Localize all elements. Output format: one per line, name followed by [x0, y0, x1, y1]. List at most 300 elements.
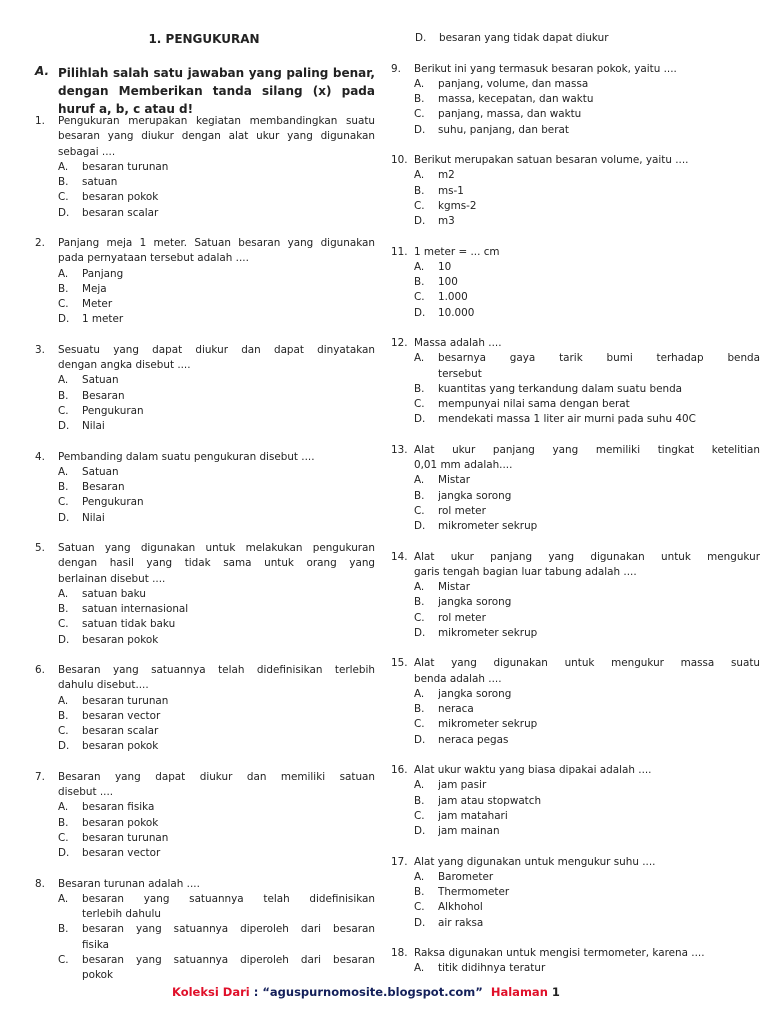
text-line: Nilai: [82, 511, 105, 524]
question-number: 15.: [391, 657, 408, 670]
question-stem: [414, 855, 760, 870]
option-text: [438, 489, 760, 504]
text-line: Besaran yang satuannya telah didefinisikan terlebih: [58, 664, 375, 676]
answer-option: [414, 92, 760, 107]
answer-option: [414, 214, 760, 229]
text-line: besaran yang satuannya telah didefinisikan: [82, 892, 375, 905]
text-line: Berikut merupakan satuan besaran volume, yaitu ....: [414, 154, 689, 166]
question-body: [414, 245, 760, 321]
answer-option: [414, 504, 760, 519]
question-item: [35, 450, 375, 526]
text-line: 1 meter: [82, 313, 124, 326]
option-text: [82, 419, 375, 434]
option-letter: C.: [414, 504, 425, 517]
question-stem: [414, 336, 760, 351]
question-item: [35, 663, 375, 755]
text-line: Alat ukur waktu yang biasa dipakai adalah ....: [414, 764, 652, 776]
option-letter: D.: [58, 206, 70, 219]
option-letter: B.: [58, 481, 69, 493]
text-line: panjang, volume, dan massa: [438, 77, 589, 90]
option-letter: A.: [58, 160, 69, 173]
question-stem: [58, 541, 375, 587]
answer-option: [414, 900, 760, 915]
page-number: 1: [551, 985, 560, 999]
answer-option: [58, 587, 375, 602]
option-letter: C.: [58, 404, 69, 417]
text-line: mikrometer sekrup: [438, 626, 538, 639]
question-item: [35, 343, 375, 435]
option-letter: B.: [58, 389, 69, 402]
question-body: [414, 656, 760, 748]
question-number: 6.: [35, 664, 45, 676]
option-text: [82, 724, 375, 739]
text-line: fisika: [82, 938, 110, 951]
option-text: [438, 382, 760, 397]
text-line: jangka sorong: [438, 489, 512, 502]
question-item: [391, 550, 760, 642]
option-letter: A.: [58, 801, 69, 814]
option-text: [82, 831, 375, 846]
option-letter: A.: [414, 962, 425, 975]
answer-option: [414, 199, 760, 214]
text-line: dengan angka disebut ....: [58, 359, 191, 371]
text-line: Berikut ini yang termasuk besaran pokok, yaitu ....: [414, 62, 677, 75]
option-letter: B.: [58, 176, 69, 188]
option-letter: A.: [414, 169, 425, 182]
option-text: [438, 580, 760, 595]
option-text: [82, 617, 375, 632]
question-item: [35, 770, 375, 862]
question-stem: [58, 663, 375, 694]
option-text: [438, 519, 760, 534]
answer-option: [58, 602, 375, 617]
option-letter: A.: [58, 465, 69, 478]
answer-option: [414, 916, 760, 931]
option-text: [438, 260, 760, 275]
question-item: [35, 236, 375, 328]
option-text: [438, 214, 760, 229]
answer-option: [414, 489, 760, 504]
text-line: jam mainan: [438, 825, 500, 837]
text-line: besarnya gaya tarik bumi terhadap benda: [438, 352, 760, 365]
answer-option: [58, 953, 375, 984]
option-letter: D.: [414, 123, 426, 136]
option-text: [438, 123, 760, 138]
text-line: massa, kecepatan, dan waktu: [438, 93, 594, 105]
question-number: 18.: [391, 947, 408, 959]
question-number: 16.: [391, 764, 408, 776]
question-stem: [414, 946, 760, 961]
option-letter: B.: [414, 93, 425, 105]
option-text: [438, 412, 760, 427]
question-number: 17.: [391, 855, 408, 868]
option-text: [438, 168, 760, 183]
instruction: [35, 64, 375, 118]
question-item: [391, 443, 760, 535]
option-letter: A.: [58, 267, 69, 280]
text-line: tersebut: [438, 367, 482, 380]
question-body: [414, 946, 760, 977]
text-line: Meja: [82, 282, 107, 295]
option-letter: C.: [414, 199, 425, 212]
instruction-label: A.: [35, 64, 50, 78]
option-letter: B.: [58, 282, 69, 295]
question-body: [414, 153, 760, 229]
option-text: [438, 351, 760, 382]
text-line: rol meter: [438, 611, 486, 624]
instruction-line: dengan Memberikan tanda silang (x) pada: [58, 84, 375, 98]
option-text: [438, 397, 760, 412]
question-stem: [58, 343, 375, 374]
answer-option: [58, 922, 375, 953]
question-number: 4.: [35, 450, 45, 463]
question-number: 9.: [391, 62, 401, 75]
option-text: [438, 107, 760, 122]
text-line: Panjang: [82, 267, 124, 280]
option-text: [438, 733, 760, 748]
text-line: pada pernyataan tersebut adalah ....: [58, 252, 249, 265]
answer-option: [414, 794, 760, 809]
option-text: [82, 846, 375, 861]
option-text: [438, 916, 760, 931]
text-line: Sesuatu yang dapat diukur dan dapat dinyatakan: [58, 343, 375, 356]
answer-option: [58, 694, 375, 709]
question-item: [391, 946, 760, 977]
answer-option: [58, 312, 375, 327]
text-line: 100: [438, 276, 458, 288]
option-text: [82, 206, 375, 221]
option-letter: A.: [58, 892, 69, 905]
option-text: [82, 739, 375, 754]
text-line: Alat ukur panjang yang digunakan untuk mengukur: [414, 550, 760, 563]
option-letter: B.: [414, 886, 425, 898]
text-line: Barometer: [438, 870, 494, 883]
option-text: [438, 504, 760, 519]
option-letter: B.: [414, 184, 425, 197]
answer-option: [414, 184, 760, 199]
text-line: Alat ukur panjang yang memiliki tingkat ketelitian: [414, 443, 760, 456]
answer-option: [414, 412, 760, 427]
text-line: besaran yang satuannya diperoleh dari besaran: [82, 953, 375, 966]
page-title: 1. PENGUKURAN: [148, 32, 260, 46]
option-text: [82, 389, 375, 404]
text-line: besaran pokok: [82, 740, 159, 753]
answer-option: [414, 290, 760, 305]
text-line: Satuan yang digunakan untuk melakukan pengukuran: [58, 542, 375, 554]
question-number: 2.: [35, 237, 45, 249]
option-text: [82, 709, 375, 724]
option-text: [82, 495, 375, 510]
text-line: besaran turunan: [82, 694, 169, 707]
option-text: [82, 480, 375, 495]
answer-option: [58, 495, 375, 510]
option-text: [438, 687, 760, 702]
option-letter: D.: [414, 520, 426, 532]
option-letter: C.: [414, 809, 425, 822]
answer-option: [414, 107, 760, 122]
option-letter: B.: [58, 816, 69, 829]
answer-option: [58, 800, 375, 815]
option-letter: C.: [58, 618, 69, 631]
left-column: [35, 114, 375, 999]
question-number: 1.: [35, 115, 45, 127]
text-line: berlainan disebut ....: [58, 572, 166, 585]
text-line: Satuan: [82, 465, 119, 478]
option-letter: D.: [414, 215, 426, 227]
text-line: Meter: [82, 298, 113, 310]
answer-option: [58, 267, 375, 282]
option-letter: A.: [414, 687, 425, 700]
text-line: Panjang meja 1 meter. Satuan besaran yang digunakan: [58, 237, 375, 249]
question-number: 11.: [391, 245, 408, 258]
question-stem: [58, 877, 375, 892]
answer-option: [58, 633, 375, 648]
text-line: dengan hasil yang tidak sama untuk orang yang: [58, 557, 375, 570]
answer-option: [58, 419, 375, 434]
question-body: [58, 236, 375, 328]
question-number: 12.: [391, 337, 408, 349]
option-letter: A.: [58, 374, 69, 387]
footer-site: “aguspurnomosite.blogspot.com”: [262, 985, 483, 999]
answer-option: [414, 687, 760, 702]
option-text: [438, 778, 760, 793]
option-text: [438, 306, 760, 321]
continued-option: D. besaran yang tidak dapat diukur: [415, 32, 609, 44]
text-line: suhu, panjang, dan berat: [438, 123, 569, 136]
question-stem: [414, 550, 760, 581]
option-letter: D.: [58, 420, 70, 432]
text-line: Alkhohol: [438, 901, 483, 914]
text-line: satuan baku: [82, 587, 146, 600]
option-text: [438, 702, 760, 717]
text-line: besaran vector: [82, 847, 161, 859]
question-stem: [58, 450, 375, 465]
option-text: [82, 633, 375, 648]
option-letter: D.: [414, 825, 426, 837]
question-stem: [414, 62, 760, 77]
text-line: air raksa: [438, 916, 484, 929]
text-line: benda adalah ....: [414, 672, 502, 685]
option-letter: A.: [414, 870, 425, 883]
answer-option: [58, 160, 375, 175]
text-line: mendekati massa 1 liter air murni pada suhu 40C: [438, 413, 696, 426]
question-item: [35, 877, 375, 984]
option-letter: D.: [58, 847, 70, 859]
answer-option: [58, 831, 375, 846]
text-line: Thermometer: [438, 886, 510, 898]
option-text: [82, 694, 375, 709]
text-line: satuan tidak baku: [82, 618, 176, 631]
text-line: besaran fisika: [82, 801, 155, 814]
text-line: besaran turunan: [82, 831, 169, 844]
text-line: terlebih dahulu: [82, 908, 161, 920]
option-text: [438, 900, 760, 915]
option-letter: B.: [414, 382, 425, 395]
question-item: [391, 245, 760, 321]
text-line: besaran pokok: [82, 191, 159, 204]
answer-option: [58, 709, 375, 724]
option-letter: A.: [58, 694, 69, 707]
footer-label: Koleksi Dari: [172, 985, 250, 999]
text-line: m2: [438, 169, 455, 182]
answer-option: [58, 846, 375, 861]
option-letter: C.: [58, 298, 69, 310]
option-letter: C.: [414, 291, 425, 304]
text-line: mikrometer sekrup: [438, 718, 538, 731]
question-number: 8.: [35, 877, 45, 890]
question-stem: [414, 656, 760, 687]
option-text: [438, 611, 760, 626]
text-line: Mistar: [438, 474, 470, 487]
option-letter: D.: [58, 511, 70, 524]
text-line: satuan internasional: [82, 603, 189, 615]
answer-option: [414, 77, 760, 92]
question-stem: [58, 770, 375, 801]
answer-option: [414, 733, 760, 748]
text-line: Satuan: [82, 374, 119, 387]
text-line: panjang, massa, dan waktu: [438, 108, 582, 121]
answer-option: [58, 511, 375, 526]
option-letter: B.: [414, 703, 425, 715]
question-number: 10.: [391, 154, 408, 166]
text-line: Besaran turunan adalah ....: [58, 877, 200, 890]
answer-option: [58, 175, 375, 190]
option-letter: C.: [58, 831, 69, 844]
option-text: [438, 184, 760, 199]
option-letter: C.: [414, 398, 425, 410]
answer-option: [414, 351, 760, 382]
text-line: sebagai ....: [58, 145, 116, 158]
text-line: Besaran: [82, 481, 125, 493]
answer-option: [58, 404, 375, 419]
option-letter: D.: [414, 626, 426, 639]
question-number: 14.: [391, 550, 408, 563]
option-text: [82, 297, 375, 312]
text-line: mempunyai nilai sama dengan berat: [438, 398, 630, 410]
option-text: [82, 465, 375, 480]
answer-option: [414, 382, 760, 397]
text-line: 1.000: [438, 291, 468, 304]
option-letter: B.: [414, 276, 425, 288]
option-letter: C.: [58, 191, 69, 204]
text-line: jam matahari: [438, 809, 508, 822]
answer-option: [58, 739, 375, 754]
text-line: Nilai: [82, 420, 105, 432]
question-stem: [58, 114, 375, 160]
text-line: dahulu disebut....: [58, 679, 149, 692]
question-body: [58, 663, 375, 755]
text-line: Mistar: [438, 581, 470, 593]
text-line: besaran scalar: [82, 206, 159, 219]
option-text: [438, 961, 760, 976]
option-letter: D.: [414, 306, 426, 319]
instruction-line: huruf a, b, c atau d!: [58, 102, 194, 116]
option-letter: A.: [58, 587, 69, 600]
answer-option: [414, 809, 760, 824]
option-text: [438, 275, 760, 290]
instruction-line: Pilihlah salah satu jawaban yang paling benar,: [58, 66, 375, 80]
text-line: 10: [438, 260, 452, 273]
text-line: neraca pegas: [438, 733, 509, 746]
question-item: [391, 763, 760, 839]
question-item: [391, 656, 760, 748]
answer-option: [414, 611, 760, 626]
option-text: [438, 885, 760, 900]
option-text: [82, 816, 375, 831]
text-line: Pengukuran merupakan kegiatan membandingkan suatu: [58, 115, 375, 127]
question-body: [58, 450, 375, 526]
option-text: [82, 160, 375, 175]
question-stem: [58, 236, 375, 267]
answer-option: [58, 617, 375, 632]
text-line: besaran scalar: [82, 725, 159, 737]
text-line: ms-1: [438, 184, 464, 197]
option-letter: A.: [414, 352, 425, 365]
text-line: jam pasir: [438, 779, 487, 792]
text-line: disebut ....: [58, 786, 114, 798]
option-text: [82, 602, 375, 617]
answer-option: [414, 824, 760, 839]
answer-option: [414, 702, 760, 717]
option-text: [438, 717, 760, 732]
option-text: [82, 267, 375, 282]
text-line: Raksa digunakan untuk mengisi termometer, karena ....: [414, 947, 705, 959]
question-stem: [414, 245, 760, 260]
question-item: [391, 153, 760, 229]
text-line: Besaran: [82, 389, 125, 402]
option-letter: A.: [414, 260, 425, 273]
option-letter: C.: [58, 496, 69, 509]
question-body: [58, 114, 375, 221]
text-line: garis tengah bagian luar tabung adalah ....: [414, 565, 637, 578]
question-item: [35, 114, 375, 221]
option-text: [82, 404, 375, 419]
option-text: [438, 626, 760, 641]
question-stem: [414, 763, 760, 778]
answer-option: [414, 717, 760, 732]
answer-option: [414, 397, 760, 412]
answer-option: [414, 961, 760, 976]
answer-option: [414, 275, 760, 290]
option-text: [82, 190, 375, 205]
option-text: [82, 312, 375, 327]
text-line: titik didihnya teratur: [438, 962, 546, 975]
option-letter: C.: [58, 725, 69, 737]
option-letter: A.: [414, 779, 425, 792]
option-letter: D.: [414, 733, 426, 746]
option-text: [82, 175, 375, 190]
answer-option: [58, 190, 375, 205]
option-letter: C.: [414, 901, 425, 914]
text-line: satuan: [82, 176, 118, 188]
answer-option: [58, 282, 375, 297]
text-line: rol meter: [438, 504, 486, 517]
option-text: [438, 809, 760, 824]
answer-option: [414, 870, 760, 885]
option-text: [438, 794, 760, 809]
option-text: [82, 953, 375, 984]
text-line: besaran yang satuannya diperoleh dari besaran: [82, 923, 375, 936]
text-line: Besaran yang dapat diukur dan memiliki satuan: [58, 770, 375, 783]
answer-option: [58, 816, 375, 831]
answer-option: [414, 519, 760, 534]
option-letter: B.: [58, 709, 69, 722]
right-column: [391, 31, 760, 992]
question-body: [414, 855, 760, 931]
answer-option: [414, 885, 760, 900]
option-text: [438, 473, 760, 488]
text-line: besaran pokok: [82, 816, 159, 829]
